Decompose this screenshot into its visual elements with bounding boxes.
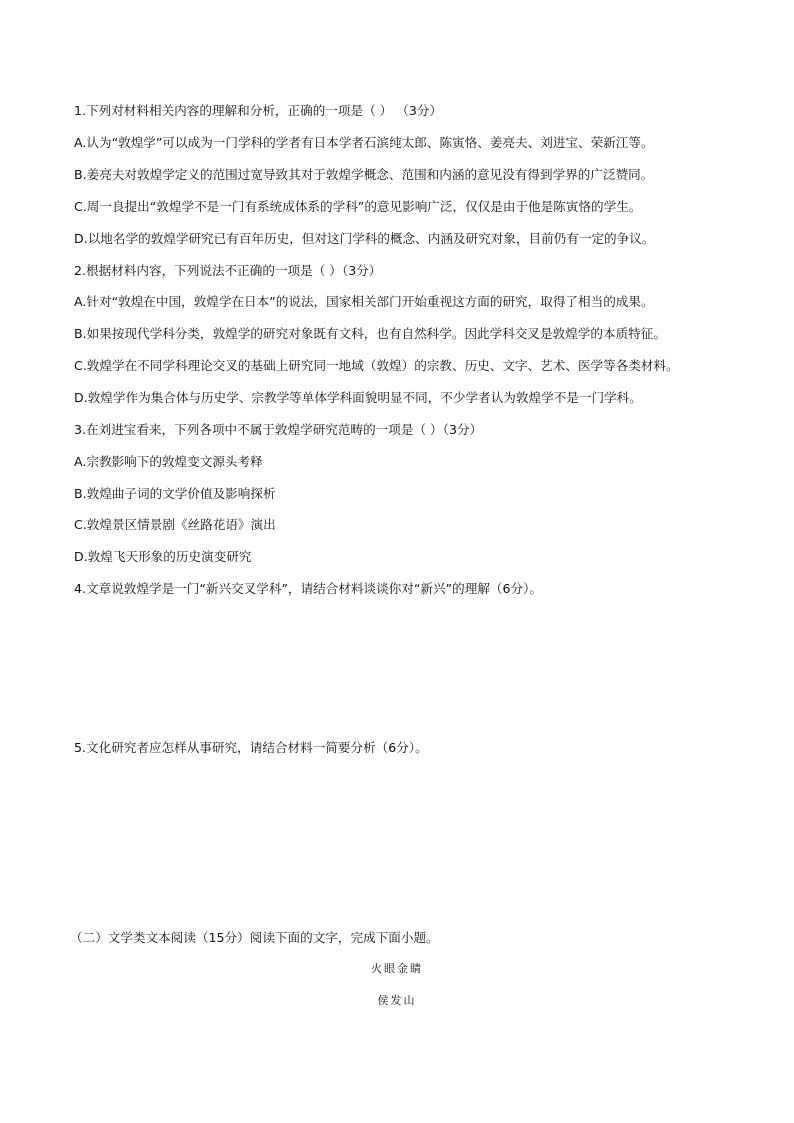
question-1-option-d: D.以地名学的敦煌学研究已有百年历史，但对这门学科的概念、内涵及研究对象，目前仍有一定的争议。 [74,231,655,246]
question-3-stem: 3.在刘进宝看来，下列各项中不属于敦煌学研究范畴的一项是（ ）（3分） [74,422,483,437]
question-3-option-d: D.敦煌飞天形象的历史演变研究 [74,549,252,564]
question-4-stem: 4.文章说敦煌学是一门“新兴交叉学科”，请结合材料谈谈你对“新兴”的理解（6分）。 [74,581,543,596]
story-title: 火眼金睛 [371,962,423,975]
question-3-option-c: C.敦煌景区情景剧《丝路花语》演出 [74,517,276,532]
question-2-option-d: D.敦煌学作为集合体与历史学、宗教学等单体学科面貌明显不同，不少学者认为敦煌学不是一门学科。 [74,390,642,405]
section-2-heading: （二）文学类文本阅读（15分）阅读下面的文字，完成下面小题。 [70,930,439,945]
question-1-stem: 1.下列对材料相关内容的理解和分析，正确的一项是（ ） （3分） [74,103,443,118]
question-1-option-c: C.周一良提出“敦煌学不是一门有系统成体系的学科”的意见影响广泛，仅仅是由于他是陈寅恪的学生。 [74,199,642,214]
story-author: 侯发山 [377,994,417,1007]
question-2-option-c: C.敦煌学在不同学科理论交叉的基础上研究同一地域（敦煌）的宗教、历史、文字、艺术、医学等各类材料。 [74,358,679,373]
question-3-option-a: A.宗教影响下的敦煌变文源头考释 [74,454,263,469]
question-2-option-b: B.如果按现代学科分类，敦煌学的研究对象既有文科，也有自然科学。因此学科交叉是敦煌学的本质特征。 [74,326,666,341]
question-3-option-b: B.敦煌曲子词的文学价值及影响探析 [74,486,276,501]
question-2-option-a: A.针对“敦煌在中国，敦煌学在日本”的说法，国家相关部门开始重视这方面的研究，取得了相当的成果。 [74,294,654,309]
question-5-stem: 5.文化研究者应怎样从事研究，请结合材料一简要分析（6分）。 [74,740,428,755]
question-1-option-a: A.认为“敦煌学”可以成为一门学科的学者有日本学者石滨纯太郎、陈寅恪、姜亮夫、刘进宝、荣新江等。 [74,135,654,150]
question-2-stem: 2.根据材料内容，下列说法不正确的一项是（ ）（3分） [74,263,382,278]
question-1-option-b: B.姜亮夫对敦煌学定义的范围过宽导致其对于敦煌学概念、范围和内涵的意见没有得到学界的广泛赞同。 [74,167,654,182]
